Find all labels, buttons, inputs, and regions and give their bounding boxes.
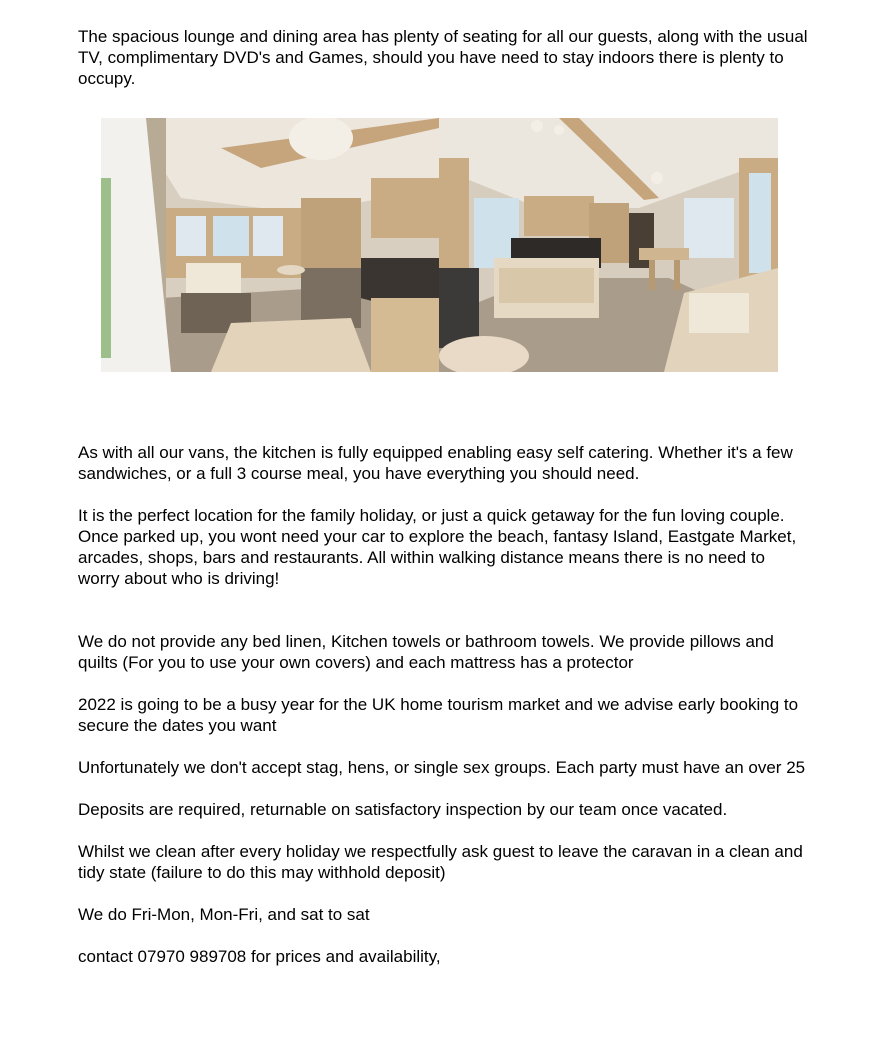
location-paragraph: It is the perfect location for the family holiday, or just a quick getaway for the fun loving couple. Once parked up, you wont need your car to explore the beach, fantasy Island, Eastgate Market, arcades, shops, bars and restaurants. All within walking distance means there is no need to worry about who is driving! [78, 506, 797, 588]
contact-paragraph: contact 07970 989708 for prices and availability, [78, 947, 441, 966]
cleaning-paragraph: Whilst we clean after every holiday we respectfully ask guest to leave the caravan in a clean and tidy state (failure to do this may withhold deposit) [78, 842, 803, 882]
days-paragraph: We do Fri-Mon, Mon-Fri, and sat to sat [78, 905, 370, 924]
booking-paragraph: 2022 is going to be a busy year for the UK home tourism market and we advise early booking to secure the dates you want [78, 695, 799, 735]
lounge-photo [101, 118, 439, 372]
photo-strip [101, 118, 778, 372]
linen-paragraph: We do not provide any bed linen, Kitchen towels or bathroom towels. We provide pillows and quilts (For you to use your own covers) and each mattress has a protector [78, 632, 774, 672]
dining-photo [439, 118, 778, 372]
deposits-paragraph: Deposits are required, returnable on satisfactory inspection by our team once vacated. [78, 800, 728, 819]
content [78, 26, 808, 967]
groups-paragraph: Unfortunately we don't accept stag, hens, or single sex groups. Each party must have an over 25 [78, 758, 806, 777]
kitchen-paragraph: As with all our vans, the kitchen is fully equipped enabling easy self catering. Whether it's a few sandwiches, or a full 3 course meal, you have everything you should need. [78, 443, 793, 483]
lounge-paragraph: The spacious lounge and dining area has plenty of seating for all our guests, along with the usual TV, complimentary DVD's and Games, should you have need to stay indoors there is plenty to occupy. [78, 27, 808, 88]
